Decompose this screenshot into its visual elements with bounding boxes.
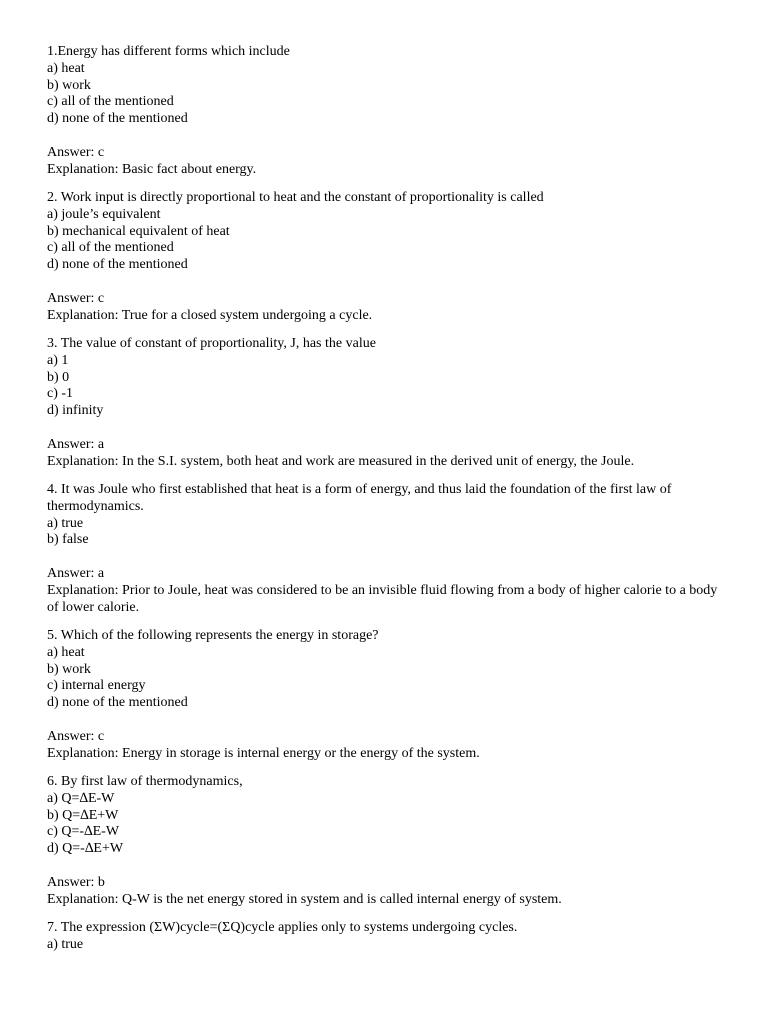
option-d: d) none of the mentioned [47, 111, 188, 127]
question-block-3 [47, 336, 728, 470]
explanation-text: Explanation: Prior to Joule, heat was considered to be an invisible fluid flowing from a body of higher calorie to a body of lower calorie. [47, 582, 718, 615]
answer-text: Answer: a [47, 436, 105, 452]
question-block-7 [47, 920, 728, 954]
option-d: d) none of the mentioned [47, 257, 188, 273]
option-c: c) internal energy [47, 678, 146, 694]
option-d: d) none of the mentioned [47, 695, 188, 711]
option-b: b) work [47, 661, 91, 677]
option-c: c) Q=-∆E-W [47, 824, 120, 840]
option-a: a) true [47, 936, 84, 952]
answer-text: Answer: c [47, 290, 105, 306]
answer-text: Answer: c [47, 144, 105, 160]
option-a: a) Q=∆E-W [47, 790, 115, 806]
question-block-5 [47, 628, 728, 762]
option-a: a) true [47, 515, 84, 531]
question-block-2 [47, 190, 728, 324]
option-a: a) 1 [47, 352, 69, 368]
explanation-text: Explanation: In the S.I. system, both heat and work are measured in the derived unit of energy, the Joule. [47, 453, 635, 469]
explanation-text: Explanation: Energy in storage is internal energy or the energy of the system. [47, 745, 480, 761]
explanation-text: Explanation: True for a closed system undergoing a cycle. [47, 307, 373, 323]
option-d: d) infinity [47, 403, 104, 419]
question-block-6 [47, 774, 728, 908]
question-block-1 [47, 44, 728, 178]
option-c: c) all of the mentioned [47, 94, 174, 110]
option-c: c) -1 [47, 386, 74, 402]
answer-text: Answer: a [47, 565, 105, 581]
option-a: a) heat [47, 60, 85, 76]
explanation-text: Explanation: Basic fact about energy. [47, 161, 257, 177]
explanation-text: Explanation: Q-W is the net energy stored in system and is called internal energy of system. [47, 891, 562, 907]
option-a: a) heat [47, 644, 85, 660]
option-d: d) Q=-∆E+W [47, 841, 124, 857]
option-b: b) 0 [47, 369, 70, 385]
option-b: b) mechanical equivalent of heat [47, 223, 230, 239]
question-text: 2. Work input is directly proportional to heat and the constant of proportionality is called [47, 190, 544, 205]
question-text: 4. It was Joule who first established that heat is a form of energy, and thus laid the foundation of the first law of thermodynamics. [47, 482, 672, 514]
question-block-4 [47, 482, 728, 616]
option-a: a) joule’s equivalent [47, 206, 161, 222]
question-text: 6. By first law of thermodynamics, [47, 774, 243, 789]
question-text: 3. The value of constant of proportionality, J, has the value [47, 336, 376, 351]
answer-text: Answer: c [47, 728, 105, 744]
question-text: 5. Which of the following represents the energy in storage? [47, 628, 379, 643]
option-b: b) false [47, 532, 89, 548]
option-b: b) Q=∆E+W [47, 807, 119, 823]
question-text: 1.Energy has different forms which include [47, 44, 290, 59]
answer-text: Answer: b [47, 874, 105, 890]
option-c: c) all of the mentioned [47, 240, 174, 256]
question-text: 7. The expression (ΣW)cycle=(ΣQ)cycle applies only to systems undergoing cycles. [47, 920, 518, 935]
option-b: b) work [47, 77, 91, 93]
